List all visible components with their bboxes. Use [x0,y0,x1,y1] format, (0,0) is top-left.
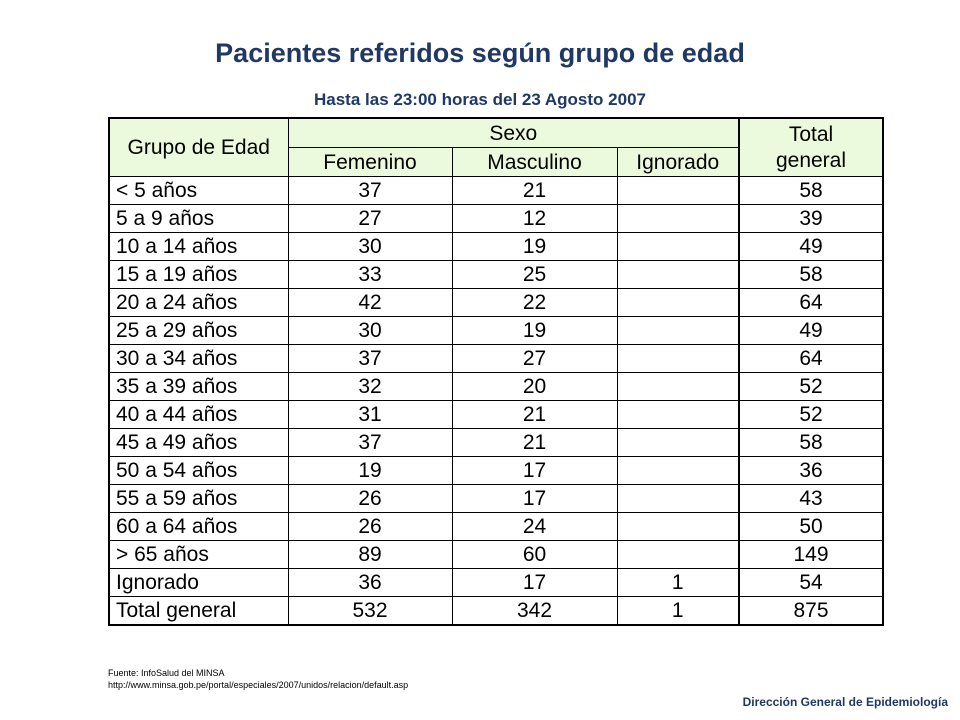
cell-male: 12 [452,205,617,233]
cell-total: 49 [739,233,883,261]
cell-male: 21 [452,429,617,457]
cell-male: 342 [452,597,617,626]
cell-total: 149 [739,541,883,569]
cell-unknown [617,541,739,569]
cell-unknown [617,429,739,457]
cell-female: 37 [288,429,452,457]
cell-male: 25 [452,261,617,289]
cell-female: 26 [288,485,452,513]
cell-male: 22 [452,289,617,317]
cell-female: 32 [288,373,452,401]
cell-total: 36 [739,457,883,485]
table-row [109,289,883,317]
cell-total: 50 [739,513,883,541]
header-total-line2: general [775,148,847,172]
cell-age-group: 45 a 49 años [109,429,288,457]
cell-female: 42 [288,289,452,317]
cell-male: 19 [452,317,617,345]
cell-unknown [617,401,739,429]
table-row [109,429,883,457]
cell-total: 875 [739,597,883,626]
cell-age-group: 5 a 9 años [109,205,288,233]
cell-unknown [617,373,739,401]
header-sex: Sexo [288,118,739,148]
page-title: Pacientes referidos según grupo de edad [215,38,745,68]
cell-age-group: 15 a 19 años [109,261,288,289]
cell-female: 89 [288,541,452,569]
cell-male: 24 [452,513,617,541]
cell-female: 37 [288,177,452,205]
cell-male: 17 [452,485,617,513]
table-row [109,261,883,289]
cell-female: 31 [288,401,452,429]
cell-unknown [617,233,739,261]
cell-female: 36 [288,569,452,597]
cell-female: 33 [288,261,452,289]
header-total [739,118,883,177]
cell-male: 27 [452,345,617,373]
table-row [109,177,883,205]
footer-organization: Dirección General de Epidemiología [742,695,948,709]
cell-age-group: 10 a 14 años [109,233,288,261]
cell-female: 27 [288,205,452,233]
table-row [109,541,883,569]
source-note [108,667,408,691]
cell-total: 58 [739,261,883,289]
cell-unknown [617,261,739,289]
header-row-1 [109,118,883,148]
cell-female: 30 [288,317,452,345]
cell-age-group: 55 a 59 años [109,485,288,513]
table-row [109,345,883,373]
cell-unknown [617,513,739,541]
cell-unknown: 1 [617,569,739,597]
cell-female: 19 [288,457,452,485]
source-line-1: Fuente: InfoSalud del MINSA [108,668,225,678]
cell-age-group: 50 a 54 años [109,457,288,485]
age-group-table [108,117,884,626]
cell-male: 60 [452,541,617,569]
cell-male: 21 [452,177,617,205]
cell-total: 52 [739,373,883,401]
cell-total: 58 [739,429,883,457]
cell-age-group: < 5 años [109,177,288,205]
header-unknown: Ignorado [617,148,739,177]
cell-unknown [617,485,739,513]
table-row [109,205,883,233]
cell-male: 19 [452,233,617,261]
table-row [109,457,883,485]
cell-female: 532 [288,597,452,626]
cell-total: 43 [739,485,883,513]
cell-age-group: 20 a 24 años [109,289,288,317]
cell-age-group: > 65 años [109,541,288,569]
page-subtitle: Hasta las 23:00 horas del 23 Agosto 2007 [314,90,646,109]
header-group: Grupo de Edad [109,118,288,177]
cell-female: 30 [288,233,452,261]
cell-female: 37 [288,345,452,373]
cell-total: 54 [739,569,883,597]
cell-age-group: 40 a 44 años [109,401,288,429]
cell-unknown [617,289,739,317]
table-row [109,233,883,261]
cell-unknown [617,317,739,345]
cell-age-group: 30 a 34 años [109,345,288,373]
cell-age-group: 60 a 64 años [109,513,288,541]
cell-age-group: Total general [109,597,288,626]
cell-age-group: 25 a 29 años [109,317,288,345]
table-row [109,317,883,345]
cell-age-group: Ignorado [109,569,288,597]
cell-total: 49 [739,317,883,345]
table-row [109,373,883,401]
cell-unknown [617,177,739,205]
header-total-line1: Total [788,122,834,146]
cell-total: 39 [739,205,883,233]
table-row [109,597,883,626]
table-row [109,569,883,597]
cell-unknown [617,205,739,233]
cell-total: 64 [739,289,883,317]
cell-unknown [617,457,739,485]
cell-male: 17 [452,569,617,597]
cell-age-group: 35 a 39 años [109,373,288,401]
cell-total: 58 [739,177,883,205]
cell-male: 21 [452,401,617,429]
table-row [109,513,883,541]
table-row [109,401,883,429]
header-male: Masculino [452,148,617,177]
header-female: Femenino [288,148,452,177]
cell-male: 17 [452,457,617,485]
cell-female: 26 [288,513,452,541]
cell-total: 52 [739,401,883,429]
table-row [109,485,883,513]
cell-male: 20 [452,373,617,401]
cell-total: 64 [739,345,883,373]
source-url: http://www.minsa.gob.pe/portal/especiales/2007/unidos/relacion/default.asp [108,680,409,690]
cell-unknown [617,345,739,373]
cell-unknown: 1 [617,597,739,626]
